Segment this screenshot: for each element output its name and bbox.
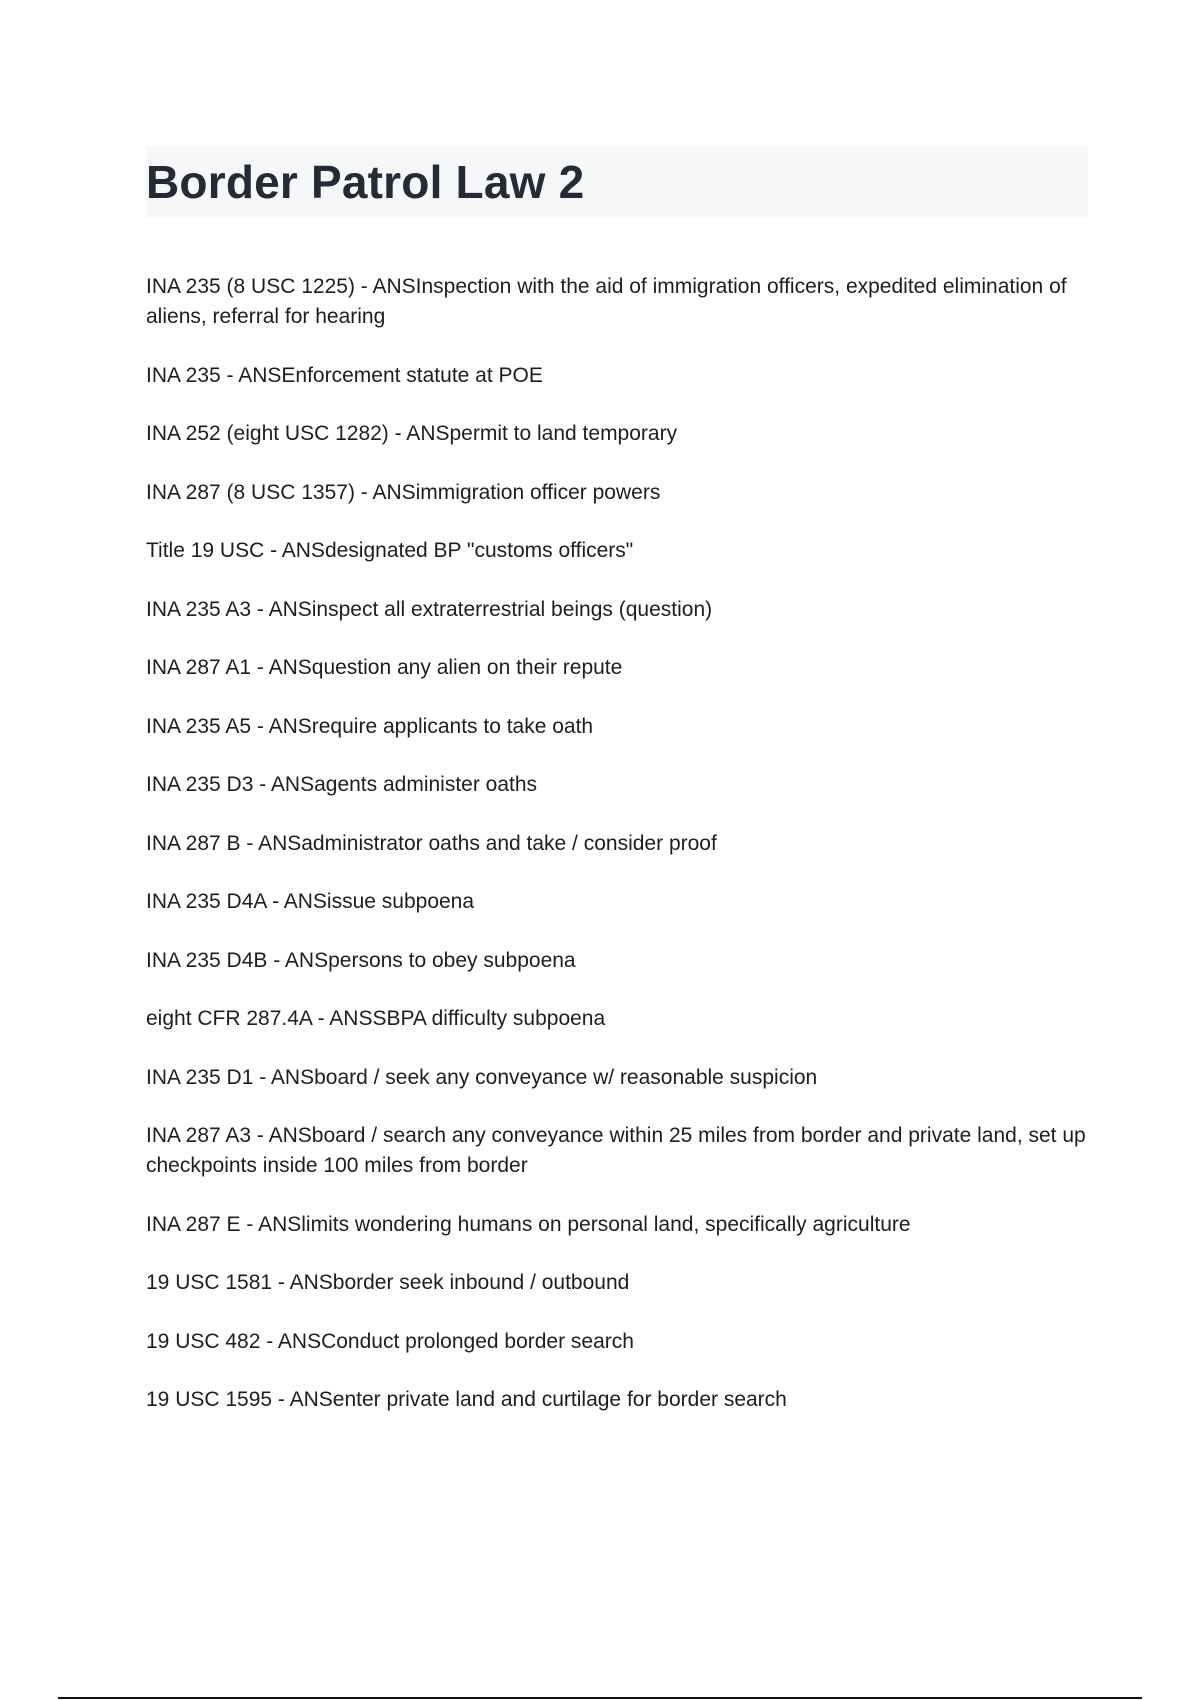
- list-item: INA 287 (8 USC 1357) - ANSimmigration officer powers: [146, 480, 661, 504]
- list-item: INA 235 - ANSEnforcement statute at POE: [146, 363, 543, 387]
- list-item: INA 235 (8 USC 1225) - ANSInspection with the aid of immigration officers, expedited elimination of aliens, referral for hearing: [146, 275, 1067, 328]
- list-item: INA 235 A5 - ANSrequire applicants to take oath: [146, 714, 594, 738]
- page-title: Border Patrol Law 2: [146, 156, 585, 208]
- list-item: INA 287 E - ANSlimits wondering humans on personal land, specifically agriculture: [146, 1212, 911, 1236]
- list-item: 19 USC 1581 - ANSborder seek inbound / outbound: [146, 1271, 630, 1294]
- list-item: INA 235 A3 - ANSinspect all extraterrestrial beings (question): [146, 597, 713, 621]
- list-item: INA 235 D3 - ANSagents administer oaths: [146, 773, 538, 796]
- list-item: Title 19 USC - ANSdesignated BP "customs officers": [146, 539, 634, 562]
- list-item: INA 287 A3 - ANSboard / search any conveyance within 25 miles from border and private land, set up checkpoints inside 100 miles from border: [146, 1124, 1086, 1177]
- list-item: 19 USC 1595 - ANSenter private land and curtilage for border search: [146, 1388, 787, 1411]
- list-item: INA 235 D4B - ANSpersons to obey subpoena: [146, 948, 576, 972]
- list-item: INA 287 A1 - ANSquestion any alien on their repute: [146, 656, 623, 679]
- list-item: 19 USC 482 - ANSConduct prolonged border search: [146, 1329, 634, 1353]
- entry-list: [146, 272, 1096, 1444]
- list-item: INA 235 D1 - ANSboard / seek any conveyance w/ reasonable suspicion: [146, 1065, 818, 1089]
- list-item: INA 235 D4A - ANSissue subpoena: [146, 890, 475, 913]
- list-item: INA 287 B - ANSadministrator oaths and take / consider proof: [146, 831, 717, 855]
- list-item: eight CFR 287.4A - ANSSBPA difficulty subpoena: [146, 1007, 606, 1030]
- footer-divider: [58, 1697, 1142, 1699]
- list-item: INA 252 (eight USC 1282) - ANSpermit to land temporary: [146, 422, 678, 445]
